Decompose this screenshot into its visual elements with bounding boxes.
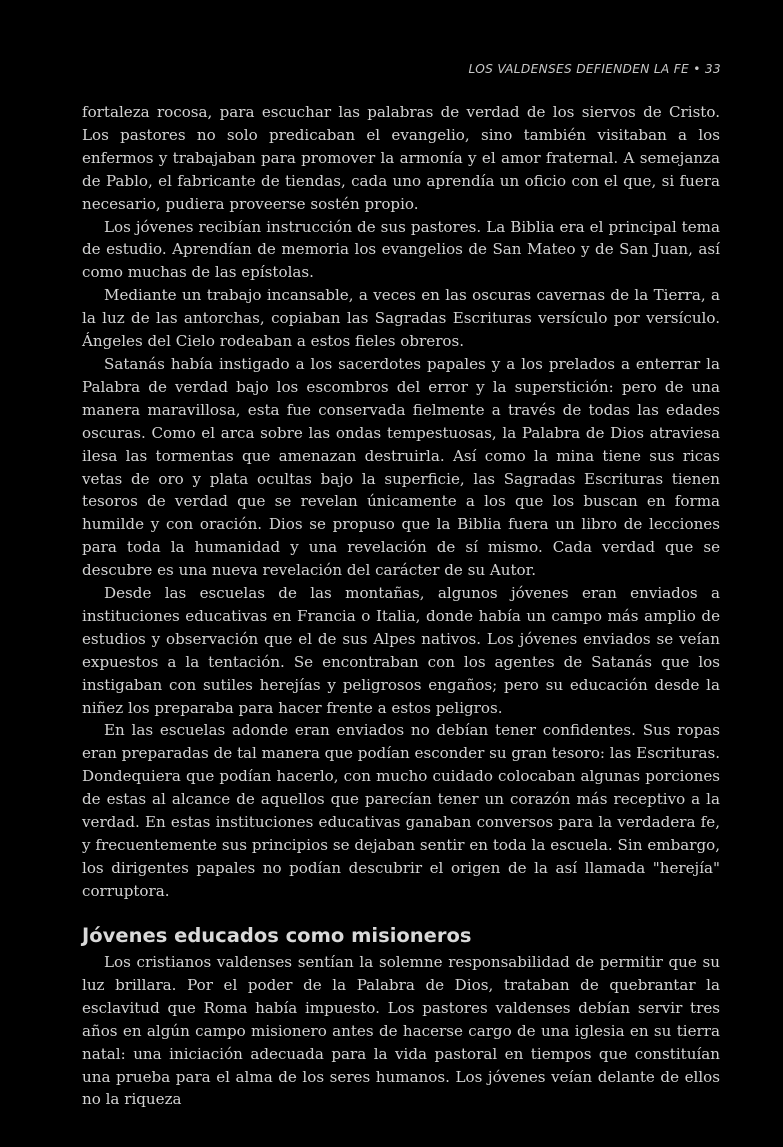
paragraph: Mediante un trabajo incansable, a veces en las oscuras cavernas de la Tierra, a la luz de las antorchas, copiaban las Sagradas Escrituras versículo por versículo. Ángeles del Cielo rodeaban a estos fieles obreros. — [82, 286, 720, 351]
running-header: LOS VALDENSES DEFIENDEN LA FE • 33 — [468, 62, 721, 76]
body-text-block — [82, 101, 720, 903]
paragraph: Los cristianos valdenses sentían la solemne responsabilidad de permitir que su luz brillara. Por el poder de la Palabra de Dios, trataban de quebrantar la esclavitud que Roma había impuesto. Los pastores valdenses debían servir tres años en algún campo misionero antes de hacerse cargo de una iglesia en su tierra natal: una iniciación adecuada para la vida pastoral en tiempos que constituían una prueba para el alma de los seres humanos. Los jóvenes veían delante de ellos no la riqueza — [82, 953, 720, 1109]
paragraph: Los jóvenes recibían instrucción de sus pastores. La Biblia era el principal tema de estudio. Aprendían de memoria los evangelios de San Mateo y de San Juan, así como muchas de las epístolas. — [82, 217, 720, 282]
paragraph: Desde las escuelas de las montañas, algunos jóvenes eran enviados a instituciones educativas en Francia o Italia, donde había un campo más amplio de estudios y observación que el de sus Alpes nativos. Los jóvenes enviados se veían expuestos a la tentación. Se encontraban con los agentes de Satanás que los instigaban con sutiles herejías y peligrosos engaños; pero su educación desde la niñez los preparaba para hacer frente a estos peligros. — [82, 584, 720, 717]
section-text-block — [82, 951, 720, 1111]
paragraph: Satanás había instigado a los sacerdotes papales y a los prelados a enterrar la Palabra de verdad bajo los escombros del error y la superstición: pero de una manera maravillosa, esta fue conservada fielmente a través de todas las edades oscuras. Como el arca sobre las ondas tempestuosas, la Palabra de Dios atraviesa ilesa las tormentas que amenazan destruirla. Así como la mina tiene sus ricas vetas de oro y plata ocultas bajo la superficie, las Sagradas Escrituras tienen tesoros de verdad que se revelan únicamente a los que los buscan en forma humilde y con oración. Dios se propuso que la Biblia fuera un libro de lecciones para toda la humanidad y una revelación de sí mismo. Cada verdad que se descubre es una nueva revelación del carácter de su Autor. — [82, 354, 720, 580]
section-heading: Jóvenes educados como misioneros — [82, 924, 472, 947]
paragraph: En las escuelas adonde eran enviados no debían tener confidentes. Sus ropas eran preparadas de tal manera que podían esconder su gran tesoro: las Escrituras. Dondequiera que podían hacerlo, con mucho cuidado colocaban algunas porciones de estas al alcance de aquellos que parecían tener un corazón más receptivo a la verdad. En estas instituciones educativas ganaban conversos para la verdadera fe, y frecuentemente sus principios se dejaban sentir en toda la escuela. Sin embargo, los dirigentes papales no podían descubrir el origen de la así llamada "herejía" corruptora. — [82, 721, 720, 900]
paragraph-continued: fortaleza rocosa, para escuchar las palabras de verdad de los siervos de Cristo. Los pastores no solo predicaban el evangelio, sino también visitaban a los enfermos y trabajaban para promover la armonía y el amor fraternal. A semejanza de Pablo, el fabricante de tiendas, cada uno aprendía un oficio con el que, si fuera necesario, pudiera proveerse sostén propio. — [82, 103, 720, 213]
